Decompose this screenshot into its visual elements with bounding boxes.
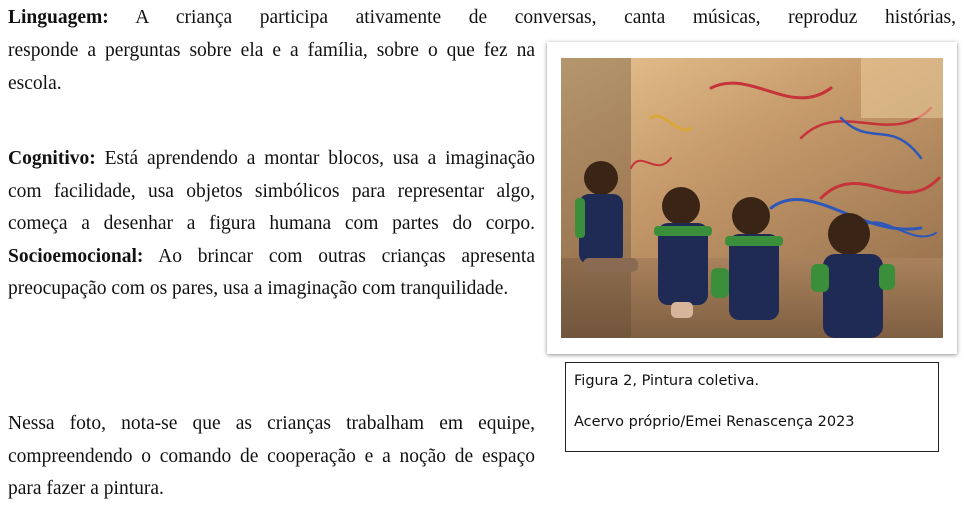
light-patch <box>861 58 943 118</box>
cognitivo-label: Cognitivo: <box>8 148 96 169</box>
observacao-paragraph: Nessa foto, nota-se que as crianças trabalham em equipe, compreendendo o comando de cooperação e a noção de espaço para fazer a pintura. <box>8 413 535 500</box>
linguagem-label: Linguagem: <box>8 7 109 28</box>
cognitivo-paragraph <box>8 143 535 306</box>
figure-caption-source: Acervo próprio/Emei Renascença 2023 <box>574 414 855 430</box>
collective-painting-photo <box>561 58 943 338</box>
figure-caption-title: Figura 2, Pintura coletiva. <box>574 373 760 389</box>
socioemocional-text: Ao brincar com outras crianças apresenta preocupação com os pares, usa a imaginação com tranquilidade. <box>8 245 535 300</box>
linguagem-paragraph-rest: responde a perguntas sobre ela e a família, sobre o que fez na escola. <box>8 40 535 94</box>
figure-caption-box <box>565 362 939 452</box>
cognitivo-text: Está aprendendo a montar blocos, usa a imaginação com facilidade, usa objetos simbólicos para representar algo, começa a desenhar a figura humana com partes do corpo. <box>8 148 535 235</box>
linguagem-first-line <box>8 2 956 35</box>
linguagem-text-line1: A criança participa ativamente de conversas, canta músicas, reproduz histórias, <box>108 7 956 28</box>
socioemocional-label: Socioemocional: <box>8 245 144 267</box>
figure-photo-frame <box>547 42 957 354</box>
